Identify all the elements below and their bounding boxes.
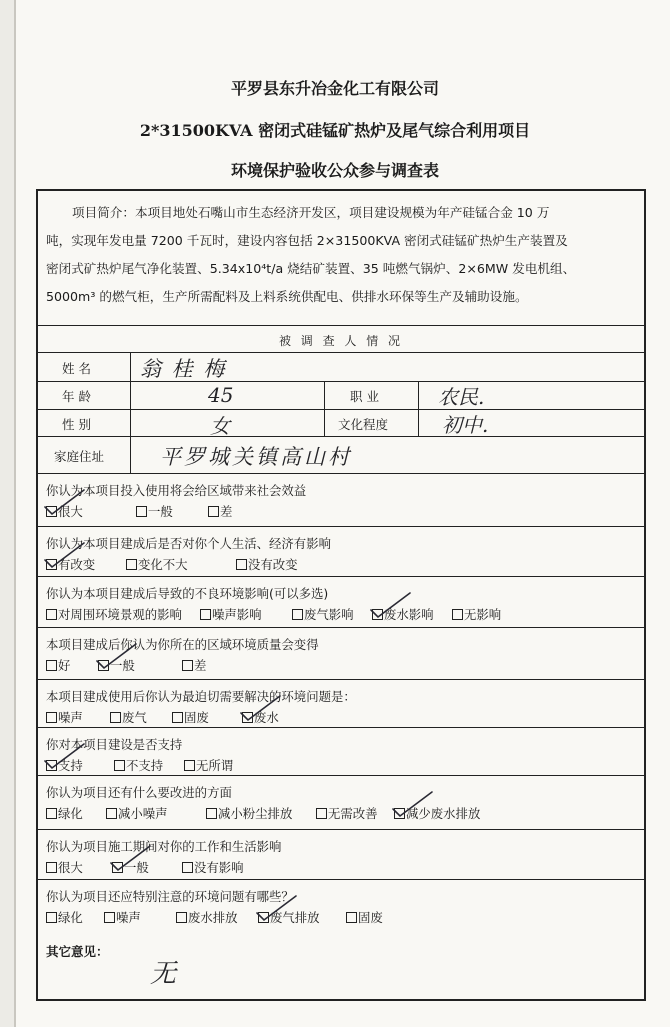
option-label: 差	[220, 504, 233, 519]
checkbox[interactable]	[46, 660, 57, 671]
divider	[38, 381, 644, 382]
option-3[interactable]	[208, 502, 232, 520]
question-text: 你认为本项目投入使用将会给区域带来社会效益	[46, 483, 307, 498]
checkbox[interactable]	[236, 559, 247, 570]
address-label: 家庭住址	[54, 449, 105, 464]
divider	[418, 381, 419, 436]
checkbox[interactable]	[106, 808, 117, 819]
option-label: 固废	[358, 910, 383, 925]
option-label: 一般	[124, 860, 149, 875]
option-label: 不支持	[126, 758, 164, 773]
checkbox[interactable]	[182, 862, 193, 873]
option-label: 很大	[58, 504, 83, 519]
option-label: 一般	[110, 658, 135, 673]
checkbox[interactable]	[46, 712, 57, 723]
job-label: 职 业	[350, 389, 379, 404]
check-mark-icon	[254, 893, 300, 923]
divider	[38, 352, 644, 353]
question-divider	[38, 829, 644, 830]
project-title: 2*31500KVA 密闭式硅锰矿热炉及尾气综合利用项目	[139, 121, 531, 140]
option-2[interactable]	[126, 555, 188, 573]
option-label: 无需改善	[328, 806, 378, 821]
divider	[130, 352, 131, 473]
name-value: 翁 桂 梅	[140, 357, 227, 381]
option-label: 减少废水排放	[406, 806, 481, 821]
address-value: 平罗城关镇高山村	[160, 445, 352, 469]
question-text: 你认为本项目建成后是否对你个人生活、经济有影响	[46, 536, 331, 551]
check-mark-icon	[94, 641, 140, 671]
option-3[interactable]	[172, 708, 209, 726]
option-label: 无影响	[464, 607, 502, 622]
option-label: 废气影响	[304, 607, 354, 622]
option-label: 绿化	[58, 910, 83, 925]
checkbox[interactable]	[206, 808, 217, 819]
question-divider	[38, 526, 644, 527]
option-label: 废水排放	[188, 910, 238, 925]
checkbox[interactable]	[104, 912, 115, 923]
other-opinion-label: 其它意见：	[46, 944, 109, 959]
option-5[interactable]	[346, 908, 383, 926]
age-value: 45	[208, 383, 234, 407]
checkbox[interactable]	[208, 506, 219, 517]
option-label: 有改变	[58, 557, 96, 572]
checkbox[interactable]	[452, 609, 463, 620]
checkbox[interactable]	[46, 862, 57, 873]
respondent-section-title: 被 调 查 人 情 况	[278, 334, 404, 348]
option-3[interactable]	[176, 908, 238, 926]
option-label: 没有影响	[194, 860, 244, 875]
question-divider	[38, 679, 644, 680]
question-divider	[38, 627, 644, 628]
education-label: 文化程度	[338, 417, 389, 432]
option-1[interactable]	[46, 804, 83, 822]
question-text: 本项目建成后你认为你所在的区域环境质量会变得	[46, 637, 319, 652]
option-label: 噪声影响	[212, 607, 262, 622]
option-label: 没有改变	[248, 557, 298, 572]
divider	[38, 473, 644, 474]
checkbox[interactable]	[200, 609, 211, 620]
page-edge	[14, 0, 16, 1027]
name-label: 姓 名	[62, 361, 91, 376]
checkbox[interactable]	[172, 712, 183, 723]
gender-label: 性 别	[62, 417, 91, 432]
option-label: 好	[58, 658, 71, 673]
question-text: 你认为项目施工期间对你的工作和生活影响	[46, 839, 282, 854]
question-text: 你认为本项目建成后导致的不良环境影响(可以多选)	[46, 586, 329, 601]
option-label: 废气	[122, 710, 147, 725]
option-2[interactable]	[110, 708, 147, 726]
question-text: 你对本项目建设是否支持	[46, 737, 183, 752]
checkbox[interactable]	[110, 712, 121, 723]
check-mark-icon	[238, 693, 284, 723]
option-2[interactable]	[104, 908, 141, 926]
option-3[interactable]	[182, 656, 206, 674]
option-label: 固废	[184, 710, 209, 725]
check-mark-icon	[368, 590, 414, 620]
option-label: 对周围环境景观的影响	[58, 607, 182, 622]
question-divider	[38, 576, 644, 577]
question-divider	[38, 727, 644, 728]
option-label: 很大	[58, 860, 83, 875]
check-mark-icon	[42, 540, 88, 570]
question-divider	[38, 775, 644, 776]
checkbox[interactable]	[126, 559, 137, 570]
checkbox[interactable]	[182, 660, 193, 671]
checkbox[interactable]	[136, 506, 147, 517]
check-mark-icon	[390, 789, 436, 819]
other-opinion-value: 无	[150, 959, 177, 989]
education-value: 初中.	[442, 413, 489, 437]
option-1[interactable]	[46, 858, 83, 876]
option-label: 绿化	[58, 806, 83, 821]
checkbox[interactable]	[346, 912, 357, 923]
survey-form	[36, 189, 646, 1001]
option-2[interactable]	[114, 756, 163, 774]
divider	[38, 436, 644, 437]
divider	[38, 409, 644, 410]
job-value: 农民.	[438, 385, 485, 409]
option-label: 噪声	[116, 910, 141, 925]
divider	[38, 325, 644, 326]
question-text: 你认为项目还应特别注意的环境问题有哪些？	[46, 889, 294, 904]
intro-line: 吨，实现年发电量 7200 千瓦时，建设内容包括 2×31500KVA 密闭式硅锰矿热炉生产装置及	[46, 233, 568, 248]
checkbox[interactable]	[316, 808, 327, 819]
option-label: 废水	[254, 710, 279, 725]
option-5[interactable]	[452, 605, 501, 623]
check-mark-icon	[42, 487, 88, 517]
option-2[interactable]	[200, 605, 262, 623]
intro-line: 密闭式矿热炉尾气净化装置、5.34x10⁴t/a 烧结矿装置、35 吨燃气锅炉、2×6MW 发电机组、	[46, 261, 576, 276]
option-2[interactable]	[136, 502, 173, 520]
question-text: 你认为项目还有什么要改进的方面	[46, 785, 232, 800]
option-label: 减小噪声	[118, 806, 168, 821]
checkbox[interactable]	[184, 760, 195, 771]
check-mark-icon	[42, 741, 88, 771]
option-label: 噪声	[58, 710, 83, 725]
checkbox[interactable]	[114, 760, 125, 771]
option-label: 减小粉尘排放	[218, 806, 293, 821]
option-label: 废水影响	[384, 607, 434, 622]
checkbox[interactable]	[46, 609, 57, 620]
divider	[324, 381, 325, 436]
option-label: 差	[194, 658, 207, 673]
option-3[interactable]	[236, 555, 298, 573]
age-label: 年 龄	[62, 389, 91, 404]
question-text: 本项目建成使用后你认为最迫切需要解决的环境问题是：	[46, 689, 356, 704]
question-divider	[38, 879, 644, 880]
company-title: 平罗县东升冶金化工有限公司	[230, 79, 439, 98]
checkbox[interactable]	[176, 912, 187, 923]
option-label: 变化不大	[138, 557, 188, 572]
intro-line: 项目简介：本项目地处石嘴山市生态经济开发区，项目建设规模为年产硅锰合金 10 万	[72, 205, 550, 220]
checkbox[interactable]	[46, 808, 57, 819]
option-4[interactable]	[316, 804, 378, 822]
check-mark-icon	[108, 843, 154, 873]
checkbox[interactable]	[46, 912, 57, 923]
form-title: 环境保护验收公众参与调查表	[230, 161, 439, 180]
option-1[interactable]	[46, 908, 83, 926]
option-3[interactable]	[206, 804, 292, 822]
option-label: 无所谓	[196, 758, 234, 773]
option-3[interactable]	[184, 756, 233, 774]
option-1[interactable]	[46, 605, 182, 623]
checkbox[interactable]	[292, 609, 303, 620]
option-label: 支持	[58, 758, 83, 773]
option-label: 一般	[148, 504, 173, 519]
project-intro	[38, 191, 644, 325]
option-label: 废气排放	[270, 910, 320, 925]
intro-line: 5000m³ 的燃气柜，生产所需配料及上料系统供配电、供排水环保等生产及辅助设施。	[46, 289, 528, 304]
option-1[interactable]	[46, 708, 83, 726]
option-2[interactable]	[106, 804, 168, 822]
option-3[interactable]	[292, 605, 354, 623]
option-3[interactable]	[182, 858, 244, 876]
gender-value: 女	[210, 414, 230, 438]
option-1[interactable]	[46, 656, 70, 674]
